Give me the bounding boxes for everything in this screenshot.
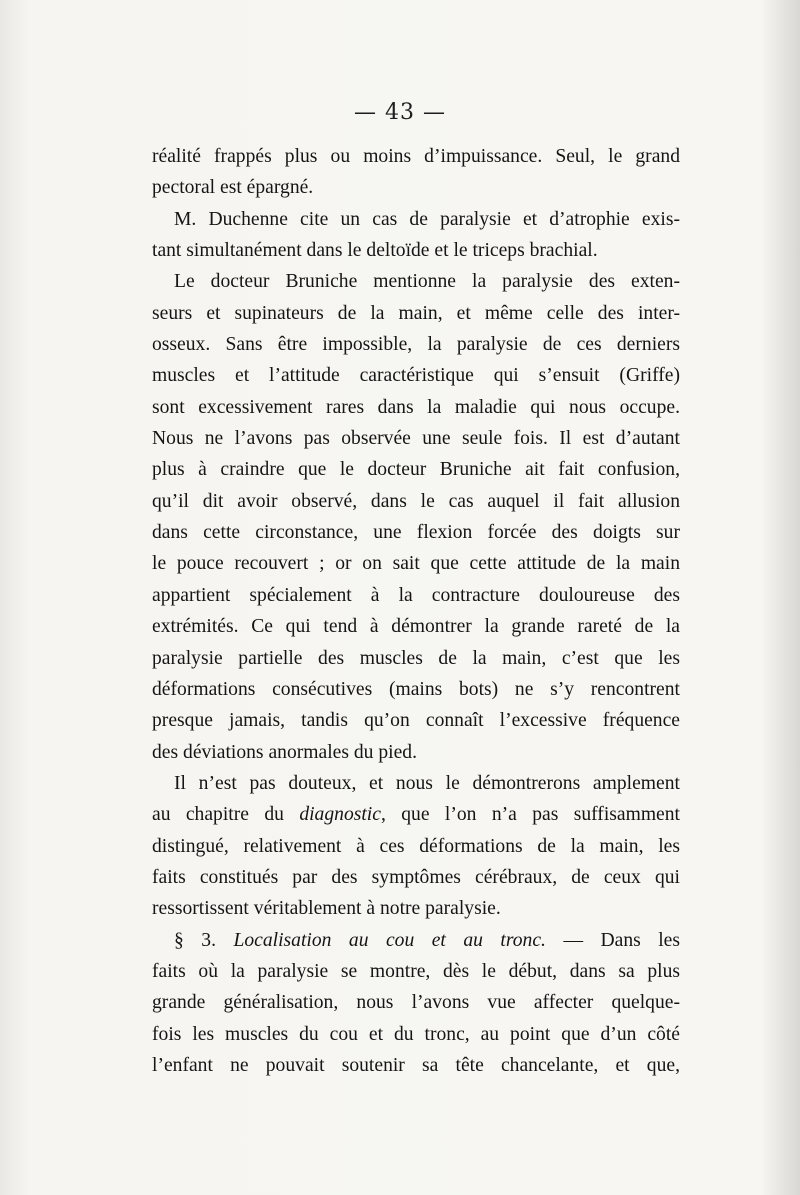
text-line: tant simultanément dans le deltoïde et le triceps brachial. bbox=[152, 240, 598, 262]
text-line: l’enfant ne pouvait soutenir sa tête chancelante, et que, bbox=[152, 1054, 680, 1076]
text-line: osseux. Sans être impossible, la paralysie de ces derniers bbox=[152, 334, 680, 356]
text-line: dans cette circonstance, une flexion forcée des doigts sur bbox=[152, 522, 680, 544]
text-line: le pouce recouvert ; or on sait que cette attitude de la main bbox=[152, 553, 680, 575]
text-line: Le docteur Bruniche mentionne la paralysie des exten- bbox=[174, 271, 680, 293]
text-line: faits où la paralysie se montre, dès le début, dans sa plus bbox=[152, 960, 680, 982]
text-line: appartient spécialement à la contracture douloureuse des bbox=[152, 584, 680, 606]
text-line: réalité frappés plus ou moins d’impuissance. Seul, le grand bbox=[152, 146, 680, 167]
section-number: § 3. bbox=[174, 929, 216, 951]
text-fragment: au chapitre du bbox=[152, 804, 284, 826]
text-line: faits constitués par des symptômes cérébraux, de ceux qui bbox=[152, 866, 680, 888]
text-line: fois les muscles du cou et du tronc, au point que d’un côté bbox=[152, 1023, 680, 1045]
text-fragment: , que l’on n’a pas suffisamment bbox=[380, 804, 680, 826]
text-line: presque jamais, tandis qu’on connaît l’excessive fréquence bbox=[152, 710, 680, 732]
text-line: M. Duchenne cite un cas de paralysie et d’atrophie exis- bbox=[174, 208, 680, 230]
text-line: qu’il dit avoir observé, dans le cas auquel il fait allusion bbox=[152, 490, 680, 512]
page-number: — 43 — bbox=[354, 100, 446, 125]
text-fragment: — Dans les bbox=[563, 929, 681, 951]
text-line: extrémités. Ce qui tend à démontrer la grande rareté de la bbox=[152, 616, 680, 638]
text-line: déformations consécutives (mains bots) ne s’y rencontrent bbox=[152, 678, 680, 700]
text-line: Nous ne l’avons pas observée une seule fois. Il est d’autant bbox=[152, 428, 680, 450]
text-line: grande généralisation, nous l’avons vue affecter quelque- bbox=[152, 992, 680, 1014]
italic-term-diagnostic: diagnostic bbox=[299, 804, 381, 826]
text-line: ressortissent véritablement à notre paralysie. bbox=[152, 898, 501, 920]
body-text bbox=[152, 141, 680, 1081]
text-line: des déviations anormales du pied. bbox=[152, 741, 417, 763]
text-line: Il n’est pas douteux, et nous le démontrerons amplement bbox=[174, 772, 680, 794]
text-line: sont excessivement rares dans la maladie qui nous occupe. bbox=[152, 396, 680, 418]
section-title: Localisation au cou et au tronc. bbox=[233, 929, 546, 951]
text-line-diagnostic bbox=[152, 799, 680, 830]
text-line: plus à craindre que le docteur Bruniche ait fait confusion, bbox=[152, 459, 680, 481]
text-line: seurs et supinateurs de la main, et même celle des inter- bbox=[152, 302, 680, 324]
text-line: paralysie partielle des muscles de la main, c’est que les bbox=[152, 647, 680, 669]
text-line: distingué, relativement à ces déformations de la main, les bbox=[152, 835, 680, 857]
text-line: pectoral est épargné. bbox=[152, 177, 314, 199]
text-line: muscles et l’attitude caractéristique qui s’ensuit (Griffe) bbox=[152, 365, 680, 387]
page-edge-shadow bbox=[760, 0, 800, 1195]
section-heading-line bbox=[152, 925, 680, 956]
